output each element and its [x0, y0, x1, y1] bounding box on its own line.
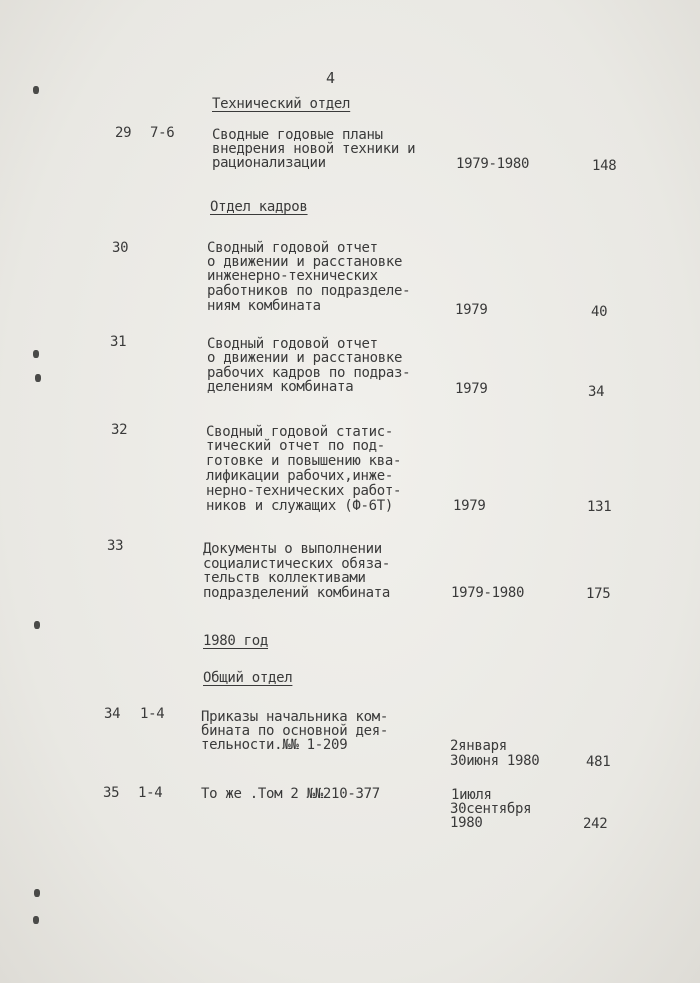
entry-code: 7-6 — [150, 125, 175, 141]
entry-dates: 30сентября — [450, 801, 532, 817]
binding-hole — [34, 889, 40, 897]
binding-hole — [33, 350, 39, 358]
entry-code: 1-4 — [140, 706, 165, 722]
entry-pages: 131 — [587, 499, 612, 515]
entry-title-line: делениям комбината — [207, 379, 354, 395]
entry-number: 35 — [103, 785, 120, 801]
entry-title-line: внедрения новой техники и — [212, 141, 416, 157]
entry-title-line: Сводный годовой статис- — [206, 424, 393, 440]
entry-pages: 242 — [583, 816, 608, 832]
entry-number: 33 — [107, 538, 124, 554]
entry-title-line: о движении и расстановке — [207, 254, 403, 270]
entry-title-line: ников и служащих (Ф-6Т) — [206, 498, 393, 514]
entry-title-line: тический отчет по под- — [206, 438, 385, 454]
entry-code: 1-4 — [138, 785, 163, 801]
entry-number: 31 — [110, 334, 127, 350]
entry-title-line: нерно-технических работ- — [206, 483, 402, 499]
entry-title-line: тельств коллективами — [203, 570, 366, 586]
entry-title-line: подразделений комбината — [203, 585, 390, 601]
entry-pages: 40 — [591, 304, 608, 320]
entry-dates: 2января — [450, 738, 507, 754]
entry-title-line: инженерно-технических — [207, 268, 378, 284]
entry-title-line: тельности.№№ 1-209 — [201, 737, 348, 753]
entry-title-line: социалистических обяза- — [203, 556, 390, 572]
entry-number: 34 — [104, 706, 121, 722]
entry-dates: 30июня 1980 — [450, 753, 540, 769]
section-heading: Общий отдел — [203, 670, 293, 686]
entry-pages: 481 — [586, 754, 611, 770]
entry-pages: 175 — [586, 586, 611, 602]
entry-title-line: бината по основной дея- — [201, 723, 388, 739]
entry-dates: 1980 — [450, 815, 483, 831]
entry-number: 30 — [112, 240, 129, 256]
entry-title-line: работников по подразделе- — [207, 283, 411, 299]
entry-pages: 34 — [588, 384, 605, 400]
entry-title-line: Сводные годовые планы — [212, 127, 383, 143]
entry-dates: 1июля — [451, 787, 492, 803]
entry-dates: 1979 — [455, 302, 488, 318]
entry-title-line: готовке и повышению ква- — [206, 453, 402, 469]
entry-number: 29 — [115, 125, 132, 141]
entry-pages: 148 — [592, 158, 617, 174]
entry-dates: 1979-1980 — [451, 585, 525, 601]
entry-title-line: Сводный годовой отчет — [207, 336, 378, 352]
entry-title-line: Приказы начальника ком- — [201, 709, 388, 725]
entry-title-line: о движении и расстановке — [207, 350, 403, 366]
entry-dates: 1979-1980 — [456, 156, 530, 172]
year-heading: 1980 год — [203, 633, 269, 649]
entry-dates: 1979 — [455, 381, 488, 397]
entry-dates: 1979 — [453, 498, 486, 514]
entry-title-line: рационализации — [212, 155, 326, 171]
section-heading: Технический отдел — [212, 96, 351, 112]
entry-title-line: То же .Том 2 №№210-377 — [201, 786, 380, 802]
section-heading: Отдел кадров — [210, 199, 308, 215]
binding-hole — [33, 916, 39, 924]
entry-title-line: лификации рабочих,инже- — [206, 468, 393, 484]
entry-number: 32 — [111, 422, 128, 438]
binding-hole — [34, 621, 40, 629]
entry-title-line: рабочих кадров по подраз- — [207, 365, 411, 381]
entry-title-line: ниям комбината — [207, 298, 321, 314]
entry-title-line: Сводный годовой отчет — [207, 240, 378, 256]
page-number: 4 — [326, 69, 335, 87]
entry-title-line: Документы о выполнении — [203, 541, 382, 557]
binding-hole — [33, 86, 39, 94]
binding-hole — [35, 374, 41, 382]
